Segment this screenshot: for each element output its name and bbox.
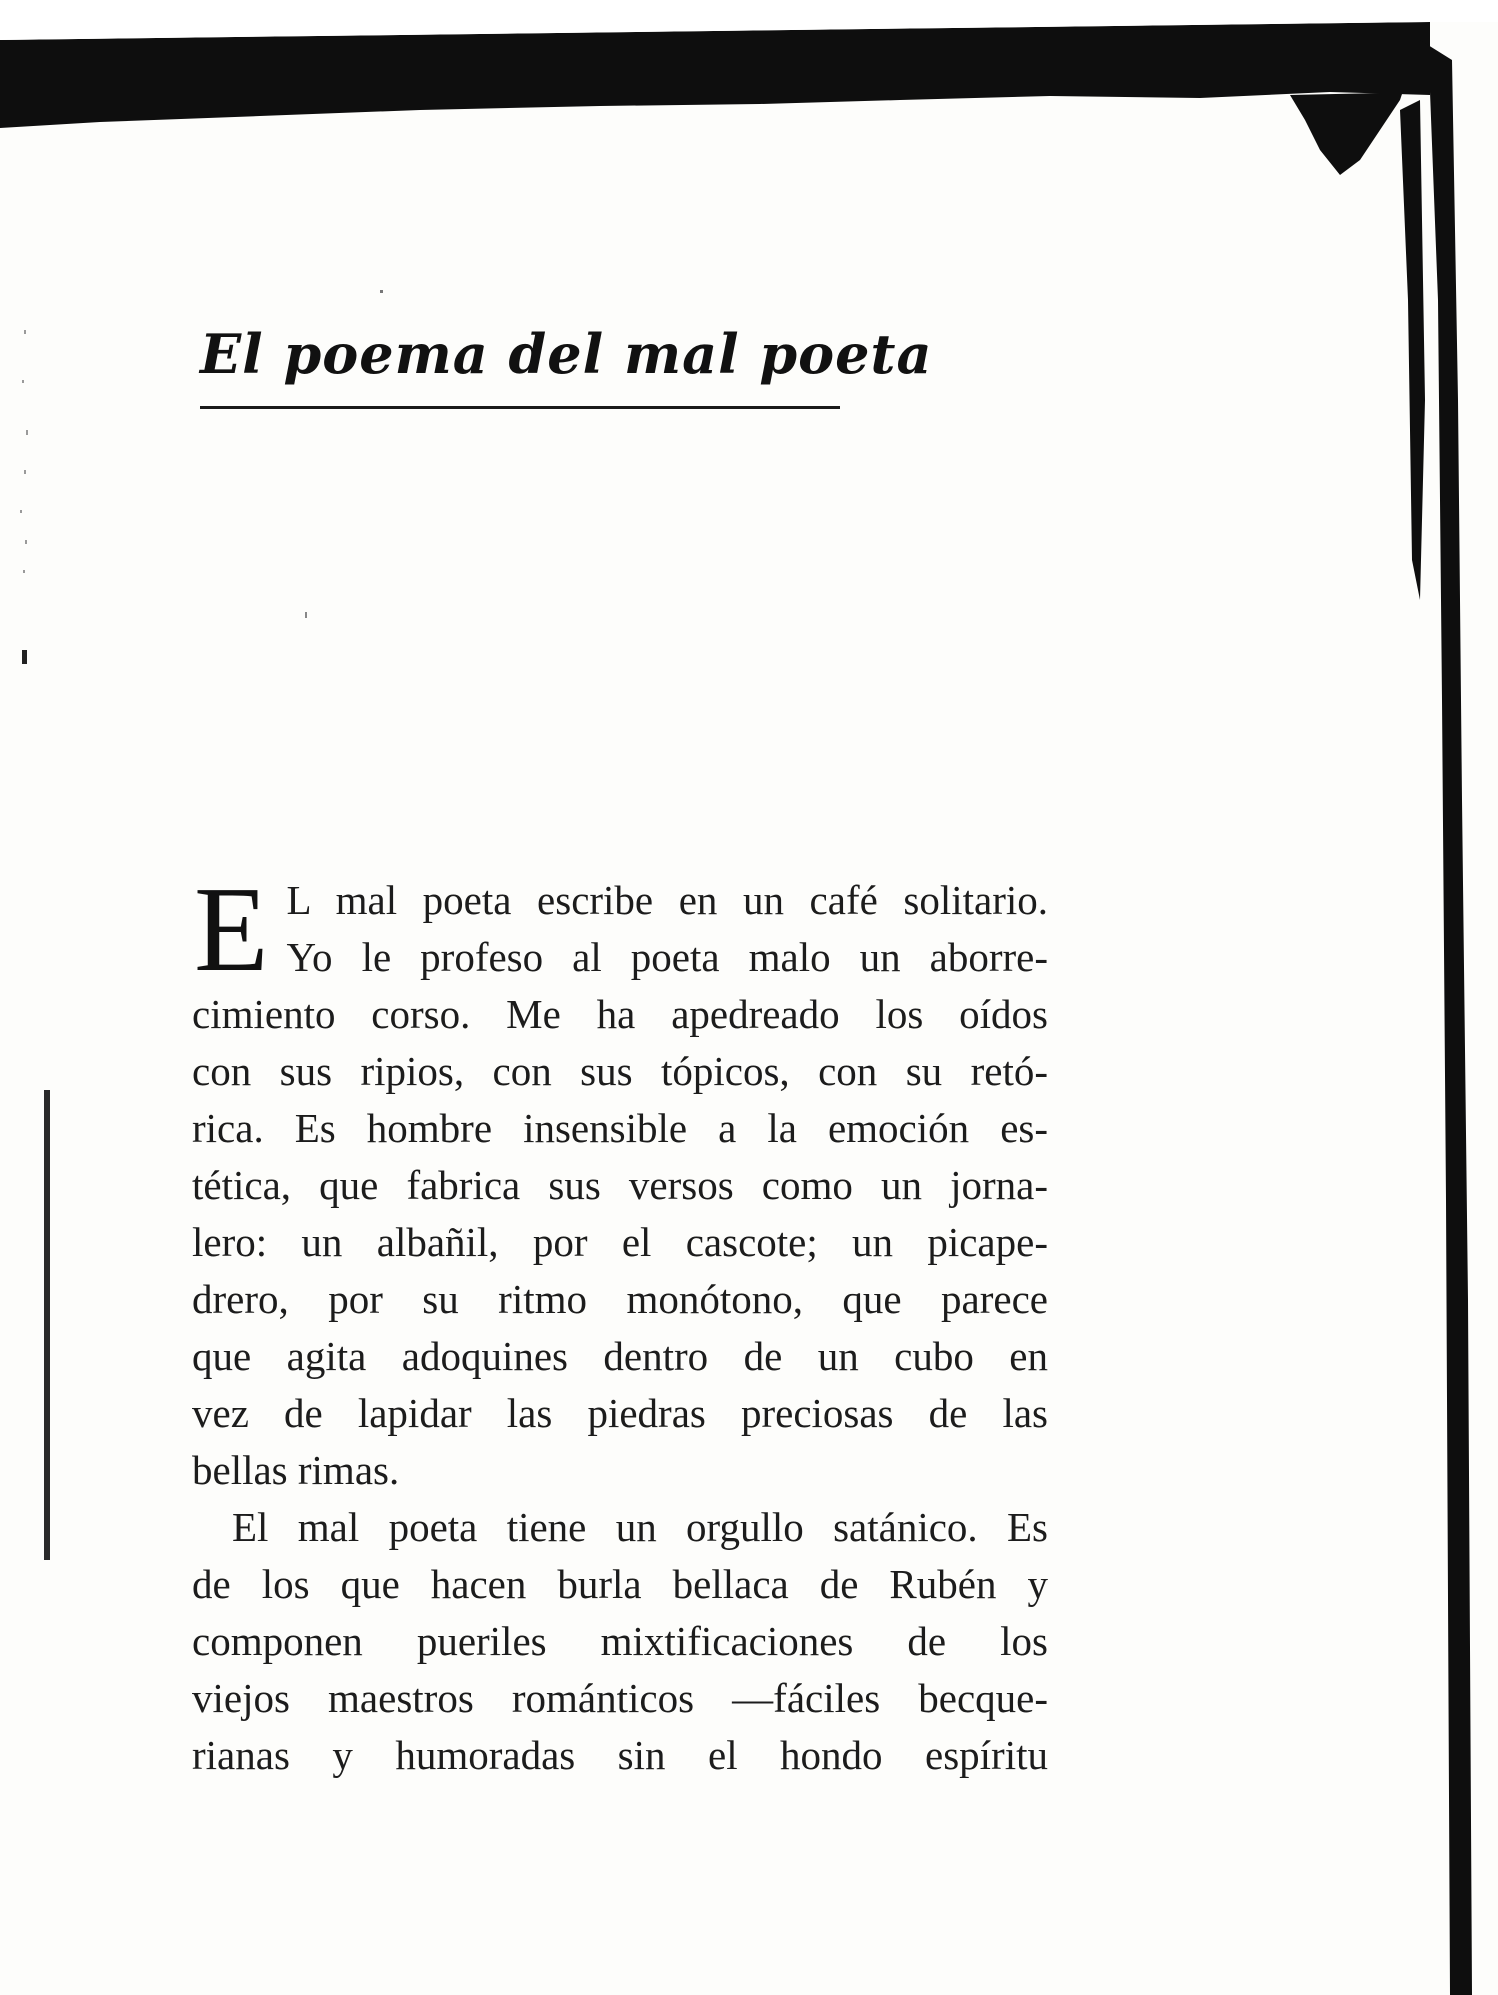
text-line: rica. Es hombre insensible a la emoción es-: [192, 1105, 1048, 1151]
title-underline: [200, 406, 840, 409]
paragraph-2: [192, 1499, 1048, 1784]
text-line: rianas y humoradas sin el hondo espíritu: [192, 1732, 1048, 1778]
body-text: [192, 862, 1048, 1784]
paragraph-1: [192, 862, 1048, 1499]
stray-speck: [380, 290, 383, 293]
text-line: con sus ripios, con sus tópicos, con su retó-: [192, 1048, 1048, 1094]
right-scan-shadow: [1290, 40, 1472, 1995]
left-margin-mark: [44, 1090, 50, 1560]
stray-speck: [305, 612, 307, 618]
text-line: vez de lapidar las piedras preciosas de las: [192, 1390, 1048, 1436]
text-line: tética, que fabrica sus versos como un jorna-: [192, 1162, 1048, 1208]
text-line: El mal poeta tiene un orgullo satánico. Es: [232, 1504, 1048, 1550]
page-title: El poema del mal poeta: [200, 322, 933, 386]
text-line: cimiento corso. Me ha apedreado los oídos: [192, 991, 1048, 1037]
text-line: drero, por su ritmo monótono, que parece: [192, 1276, 1048, 1322]
text-line: que agita adoquines dentro de un cubo en: [192, 1333, 1048, 1379]
text-line: Yo le profeso al poeta malo un aborre-: [286, 934, 1048, 980]
text-line: de los que hacen burla bellaca de Rubén y: [192, 1561, 1048, 1607]
drop-cap: E: [194, 862, 269, 997]
left-margin-dots: [20, 330, 28, 573]
text-line: lero: un albañil, por el cascote; un picape-: [192, 1219, 1048, 1265]
text-line: viejos maestros románticos —fáciles becque-: [192, 1675, 1048, 1721]
text-line: bellas rimas.: [192, 1447, 400, 1493]
right-scan-shadow-core: [1400, 100, 1425, 600]
top-scan-shadow: [0, 22, 1430, 128]
text-line: componen pueriles mixtificaciones de los: [192, 1618, 1048, 1664]
left-margin-speck: [22, 650, 27, 664]
text-line: L mal poeta escribe en un café solitario.: [286, 877, 1048, 923]
